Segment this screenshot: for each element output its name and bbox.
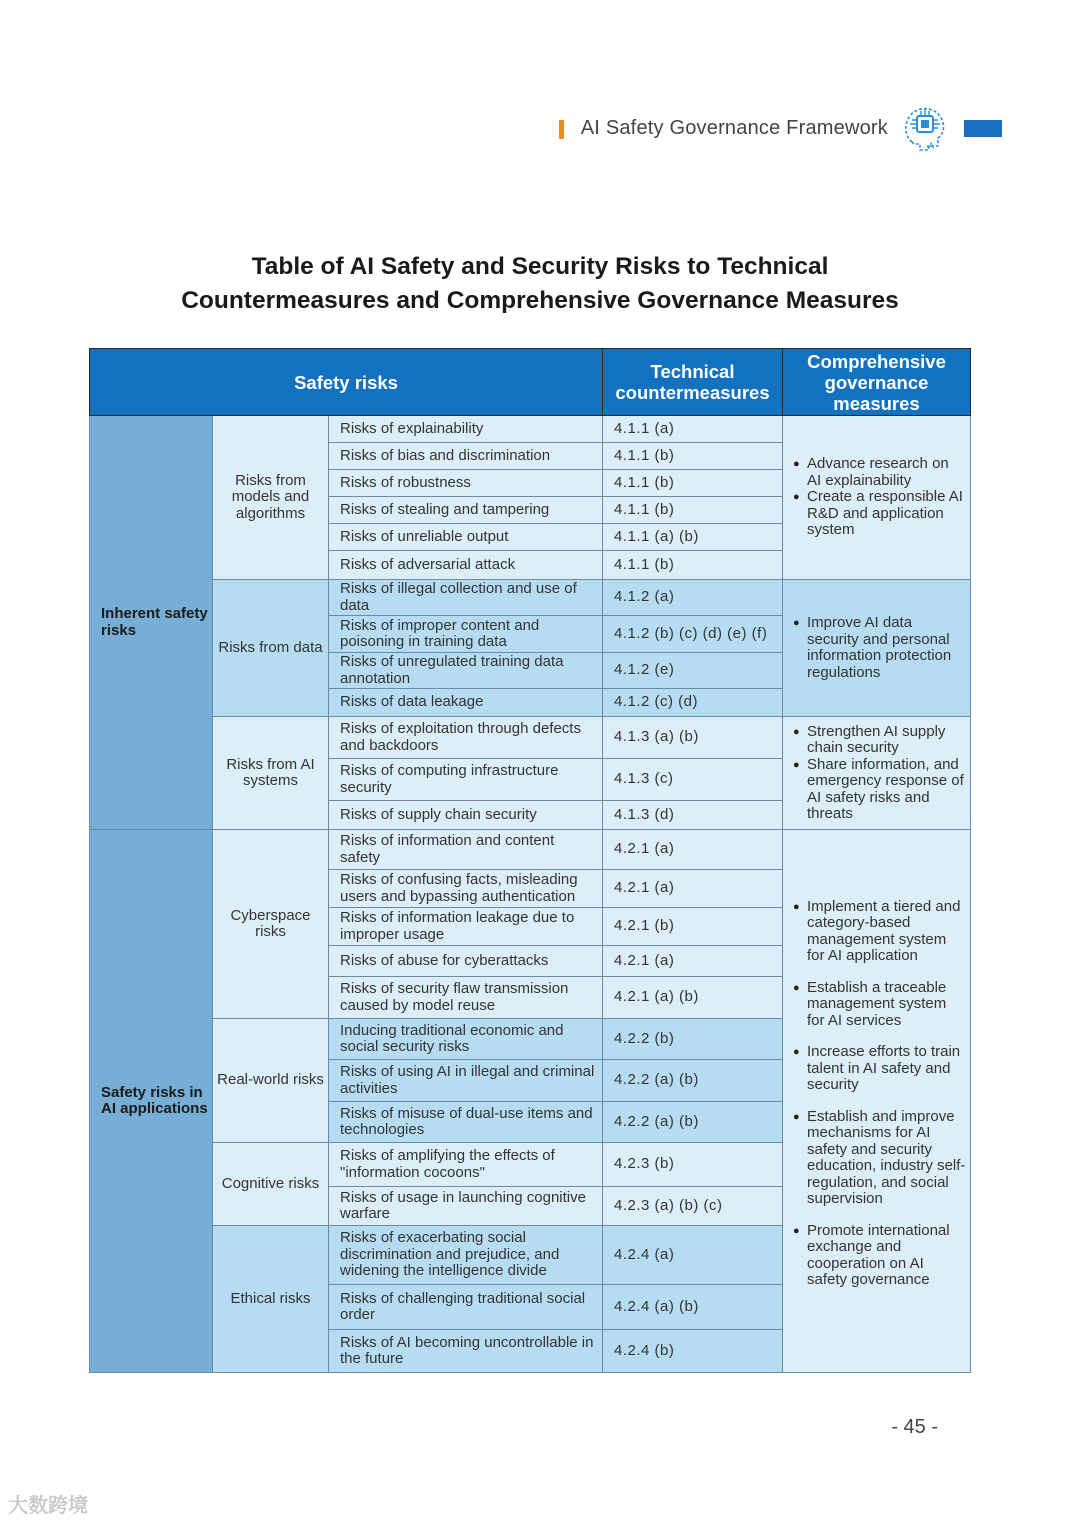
code-cell: 4.2.3 (a) (b) (c) [603,1187,783,1226]
risk-cell: Risks of robustness [329,470,603,497]
risk-cell: Risks of unregulated training data annotation [329,653,603,689]
risk-cell: Risks of data leakage [329,689,603,717]
table-row [90,416,971,443]
subcategory-real-world: Real-world risks [213,1019,329,1143]
code-cell: 4.1.1 (b) [603,551,783,580]
measure-item: ● Create a responsible AI R&D and application system [793,489,966,539]
measure-item: ● Establish and improve mechanisms for AI safety and security education, industry self-regulation, and social supervision [793,1109,966,1208]
risk-cell: Risks of stealing and tampering [329,497,603,524]
subcategory-models: Risks from models and algorithms [213,416,329,580]
subcategory-data: Risks from data [213,580,329,717]
accent-bar [559,120,564,139]
code-cell: 4.2.2 (a) (b) [603,1060,783,1102]
table-title-line-2: Countermeasures and Comprehensive Governance Measures [181,287,899,314]
code-cell: 4.2.1 (b) [603,908,783,946]
risk-cell: Risks of improper content and poisoning in training data [329,616,603,653]
svg-text:A: A [928,142,935,152]
code-cell: 4.1.3 (d) [603,801,783,830]
risk-cell: Risks of illegal collection and use of data [329,580,603,616]
code-cell: 4.2.4 (a) [603,1226,783,1285]
risk-cell: Risks of usage in launching cognitive warfare [329,1187,603,1226]
measure-item: ● Establish a traceable management system for AI services [793,980,966,1030]
header-technical-countermeasures: Technical countermeasures [603,349,783,416]
code-cell: 4.1.2 (c) (d) [603,689,783,717]
measure-item: ● Strengthen AI supply chain security [793,724,966,757]
table-title [0,250,1080,318]
header-blue-bar [964,120,1002,137]
measure-item: ● Promote international exchange and cooperation on AI safety governance [793,1223,966,1289]
code-cell: 4.1.1 (b) [603,497,783,524]
measures-applications [783,830,971,1373]
risk-cell: Risks of bias and discrimination [329,443,603,470]
code-cell: 4.1.2 (e) [603,653,783,689]
measure-item: ● Share information, and emergency response of AI safety risks and threats [793,757,966,823]
code-cell: 4.2.1 (a) [603,870,783,908]
code-cell: 4.2.2 (b) [603,1019,783,1060]
category-applications: Safety risks in AI applications [90,830,213,1373]
risk-cell: Risks of abuse for cyberattacks [329,946,603,977]
risk-cell: Risks of exacerbating social discrimination and prejudice, and widening the intelligence divide [329,1226,603,1285]
table-header-row [90,349,971,416]
measures-data [783,580,971,717]
watermark: 大数跨境 [8,1495,88,1517]
risk-cell: Inducing traditional economic and social security risks [329,1019,603,1060]
risk-cell: Risks of unreliable output [329,524,603,551]
code-cell: 4.2.1 (a) (b) [603,977,783,1019]
measure-item: ● Improve AI data security and personal information protection regulations [793,615,966,681]
measure-item: ● Implement a tiered and category-based management system for AI application [793,899,966,965]
risk-cell: Risks of information leakage due to improper usage [329,908,603,946]
code-cell: 4.2.1 (a) [603,830,783,870]
code-cell: 4.1.1 (b) [603,443,783,470]
header-title: AI Safety Governance Framework [580,116,888,139]
table-row [90,717,971,759]
risk-cell: Risks of challenging traditional social order [329,1285,603,1330]
measures-models [783,416,971,580]
table-row [90,830,971,870]
page-header [580,108,950,152]
code-cell: 4.2.4 (a) (b) [603,1285,783,1330]
measures-systems [783,717,971,830]
risk-cell: Risks of exploitation through defects and backdoors [329,717,603,759]
subcategory-ethical: Ethical risks [213,1226,329,1373]
page-number: - 45 - [891,1416,938,1438]
measure-item: ● Increase efforts to train talent in AI safety and security [793,1044,966,1094]
subcategory-cyberspace: Cyberspace risks [213,830,329,1019]
header-governance-measures: Comprehensive governance measures [783,349,971,416]
risk-cell: Risks of supply chain security [329,801,603,830]
code-cell: 4.2.4 (b) [603,1330,783,1373]
table-row [90,580,971,616]
code-cell: 4.2.1 (a) [603,946,783,977]
code-cell: 4.1.3 (a) (b) [603,717,783,759]
subcategory-systems: Risks from AI systems [213,717,329,830]
code-cell: 4.2.3 (b) [603,1143,783,1187]
risk-table [89,348,971,1373]
code-cell: 4.1.1 (b) [603,470,783,497]
risk-cell: Risks of amplifying the effects of "information cocoons" [329,1143,603,1187]
risk-cell: Risks of security flaw transmission caused by model reuse [329,977,603,1019]
risk-cell: Risks of information and content safety [329,830,603,870]
code-cell: 4.2.2 (a) (b) [603,1102,783,1143]
risk-cell: Risks of AI becoming uncontrollable in the future [329,1330,603,1373]
code-cell: 4.1.1 (a) [603,416,783,443]
risk-cell: Risks of confusing facts, misleading users and bypassing authentication [329,870,603,908]
measure-item: ● Advance research on AI explainability [793,456,966,489]
code-cell: 4.1.1 (a) (b) [603,524,783,551]
risk-cell: Risks of adversarial attack [329,551,603,580]
table-title-line-1: Table of AI Safety and Security Risks to Technical [251,253,829,280]
code-cell: 4.1.3 (c) [603,759,783,801]
risk-cell: Risks of computing infrastructure security [329,759,603,801]
header-safety-risks: Safety risks [90,349,603,416]
ai-head-circuit-icon [898,102,950,154]
subcategory-cognitive: Cognitive risks [213,1143,329,1226]
code-cell: 4.1.2 (b) (c) (d) (e) (f) [603,616,783,653]
risk-cell: Risks of misuse of dual-use items and technologies [329,1102,603,1143]
category-inherent: Inherent safety risks [90,416,213,830]
risk-cell: Risks of using AI in illegal and criminal activities [329,1060,603,1102]
risk-cell: Risks of explainability [329,416,603,443]
code-cell: 4.1.2 (a) [603,580,783,616]
